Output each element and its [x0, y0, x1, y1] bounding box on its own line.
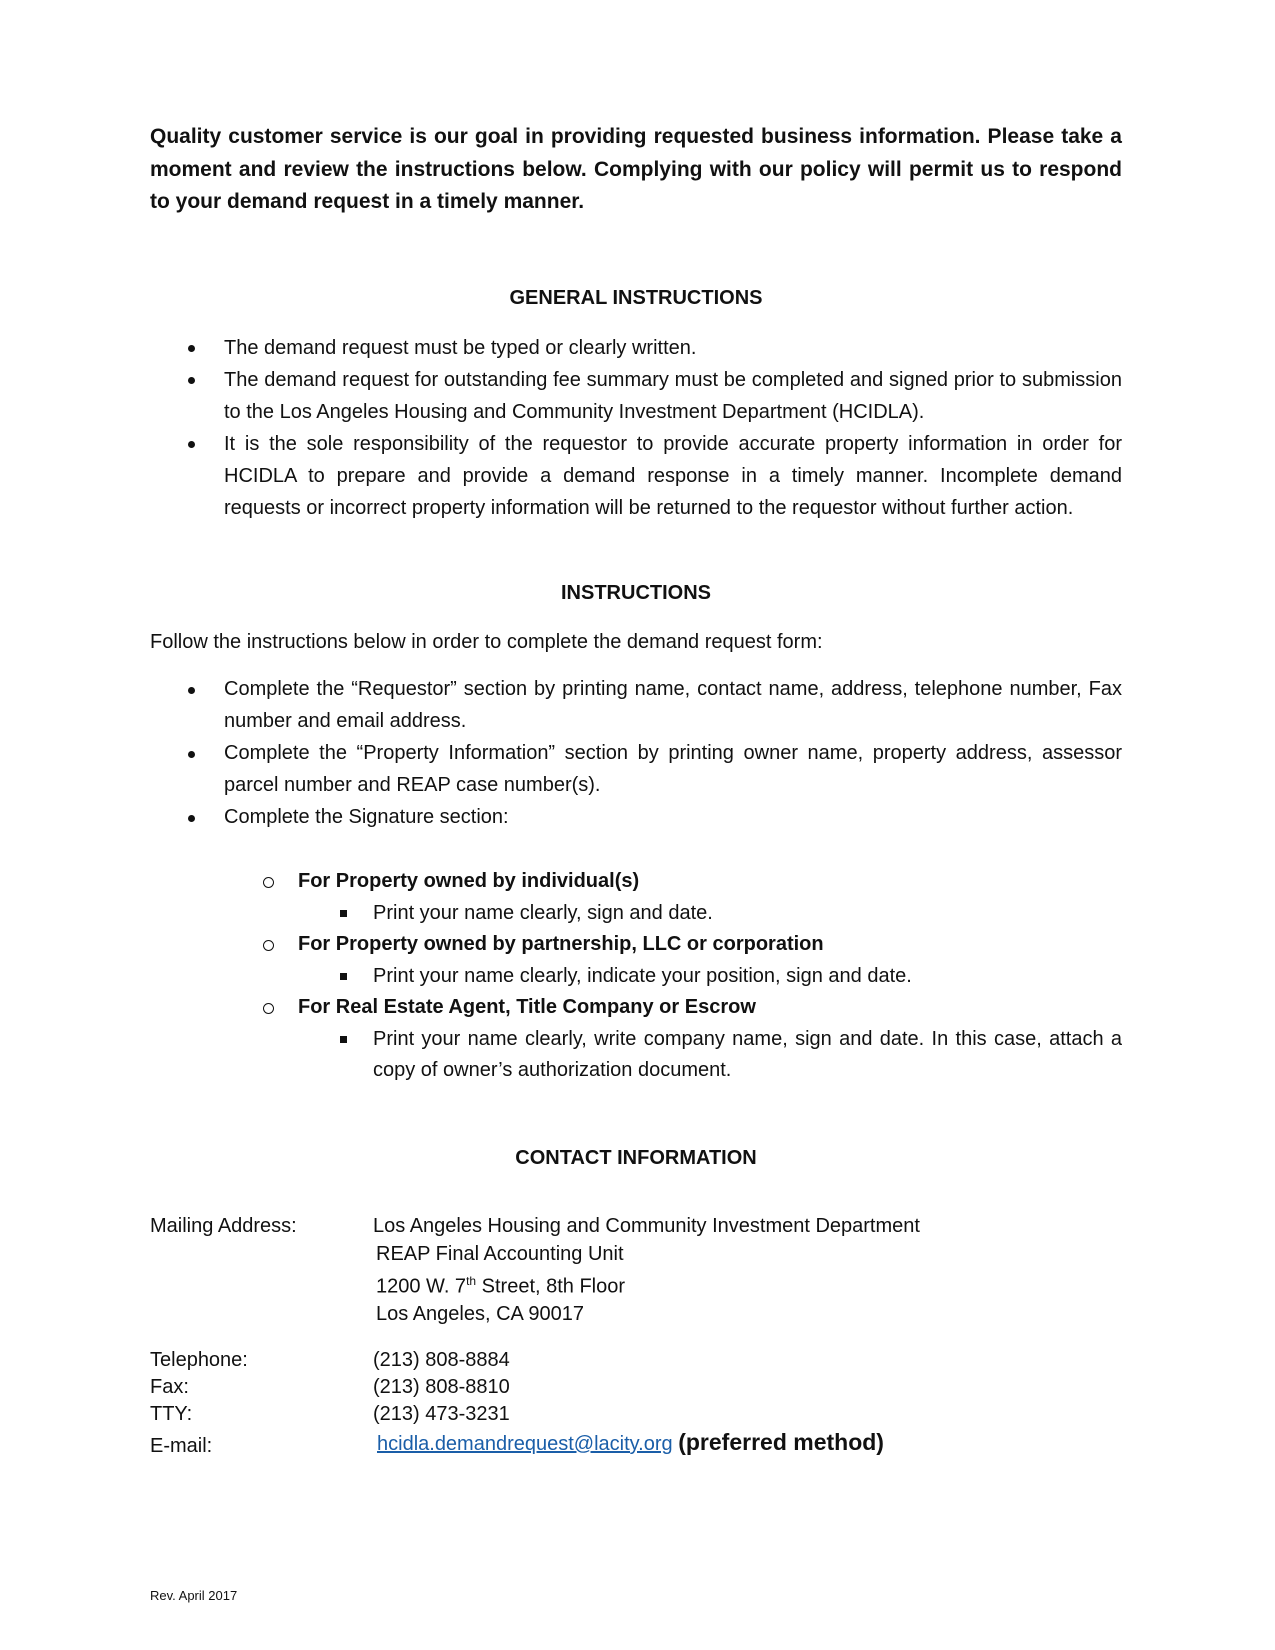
- preferred-method-note: (preferred method): [678, 1429, 884, 1455]
- telephone-label: Telephone:: [150, 1349, 248, 1371]
- square-bullet-icon: [340, 1036, 347, 1043]
- general-instructions-list: [150, 332, 1122, 524]
- fax-value: (213) 808-8810: [373, 1376, 510, 1398]
- tty-value: (213) 473-3231: [373, 1403, 510, 1425]
- signature-option-title: For Property owned by partnership, LLC or corporation: [150, 929, 1122, 961]
- square-bullet-icon: [340, 973, 347, 980]
- bullet-icon: [188, 345, 195, 352]
- general-instructions-heading: GENERAL INSTRUCTIONS: [509, 287, 763, 309]
- bullet-icon: [188, 377, 195, 384]
- instructions-heading: INSTRUCTIONS: [561, 582, 711, 604]
- bullet-icon: [188, 751, 195, 758]
- instructions-intro: Follow the instructions below in order to complete the demand request form:: [150, 631, 823, 653]
- mailing-address: [373, 1213, 920, 1329]
- bullet-icon: [188, 687, 195, 694]
- address-line: Los Angeles, CA 90017: [376, 1303, 584, 1326]
- signature-option-detail: Print your name clearly, indicate your position, sign and date.: [150, 961, 1122, 993]
- instructions-list: [150, 674, 1122, 835]
- bullet-icon: [188, 815, 195, 822]
- circle-bullet-icon: [263, 877, 274, 888]
- signature-options: [150, 866, 1122, 1087]
- signature-option-title: For Real Estate Agent, Title Company or Escrow: [150, 992, 1122, 1024]
- signature-option-title: For Property owned by individual(s): [150, 866, 1122, 898]
- signature-option-detail: Print your name clearly, write company name, sign and date. In this case, attach a copy of owner’s authorization document.: [150, 1024, 1122, 1087]
- circle-bullet-icon: [263, 1003, 274, 1014]
- email-row: [377, 1429, 884, 1459]
- telephone-value: (213) 808-8884: [373, 1349, 510, 1371]
- email-label: E-mail:: [150, 1435, 213, 1457]
- bullet-icon: [188, 441, 195, 448]
- circle-bullet-icon: [263, 940, 274, 951]
- email-link[interactable]: hcidla.demandrequest@lacity.org: [377, 1433, 673, 1455]
- list-item: Complete the “Requestor” section by printing name, contact name, address, telephone number, Fax number and email address.: [150, 674, 1122, 737]
- list-item: It is the sole responsibility of the requestor to provide accurate property information in order for HCIDLA to prepare and provide a demand response in a timely manner. Incomplete demand requests or incorrect property information will be returned to the requestor without further action.: [150, 428, 1122, 524]
- list-item: Complete the “Property Information” section by printing owner name, property address, assessor parcel number and REAP case number(s).: [150, 738, 1122, 801]
- address-line: 1200 W. 7th Street, 8th Floor: [376, 1274, 626, 1298]
- square-bullet-icon: [340, 910, 347, 917]
- contact-information-heading: CONTACT INFORMATION: [515, 1147, 757, 1169]
- intro-paragraph: Quality customer service is our goal in providing requested business information. Please take a moment and review the instructions below. Complying with our policy will permit us to respond to your demand request in a timely manner.: [150, 125, 1122, 213]
- signature-option-detail: Print your name clearly, sign and date.: [150, 898, 1122, 930]
- list-item: The demand request for outstanding fee summary must be completed and signed prior to submission to the Los Angeles Housing and Community Investment Department (HCIDLA).: [150, 364, 1122, 428]
- revision-note: Rev. April 2017: [150, 1588, 238, 1603]
- address-line: Los Angeles Housing and Community Investment Department: [373, 1215, 920, 1237]
- tty-label: TTY:: [150, 1403, 193, 1425]
- address-line: REAP Final Accounting Unit: [376, 1242, 624, 1265]
- list-item: Complete the Signature section:: [150, 802, 1122, 834]
- fax-label: Fax:: [150, 1376, 189, 1398]
- list-item: The demand request must be typed or clearly written.: [150, 332, 1122, 364]
- mailing-address-label: Mailing Address:: [150, 1215, 297, 1237]
